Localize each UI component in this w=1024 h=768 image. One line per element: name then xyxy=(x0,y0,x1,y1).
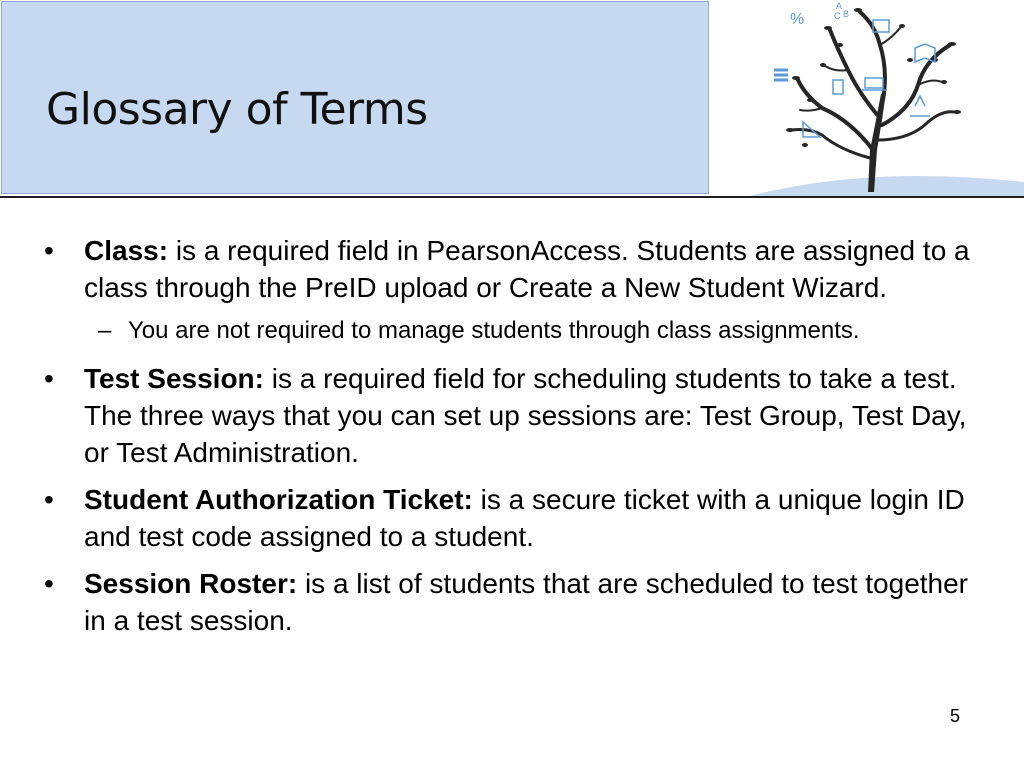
term-definition: is a secure ticket with a unique login ID and test code assigned to a student. xyxy=(84,484,965,552)
bullet-marker: • xyxy=(44,484,54,515)
term-label: Session Roster: xyxy=(84,568,298,599)
sub-bullet-text: You are not required to manage students through class assignments. xyxy=(128,317,860,344)
title-band xyxy=(1,1,709,194)
sub-bullet-class xyxy=(40,314,990,348)
tree-illustration xyxy=(710,0,1024,196)
percent-icon: % xyxy=(790,11,805,28)
term-definition: is a required field for scheduling students to take a test. The three ways that you can set up sessions are: Test Group, Test Day, or Test Administration. xyxy=(84,363,967,468)
bullet-session-roster xyxy=(40,565,990,639)
term-label: Test Session: xyxy=(84,363,264,394)
bullet-marker: • xyxy=(44,363,54,394)
bullet-marker: • xyxy=(44,235,54,266)
term-label: Student Authorization Ticket: xyxy=(84,484,473,515)
stack-icon xyxy=(774,70,788,80)
bullet-marker: • xyxy=(44,568,54,599)
tree-svg xyxy=(710,0,1024,196)
letter-c-icon: C xyxy=(834,11,841,21)
sub-bullet-marker: – xyxy=(98,317,112,344)
bullet-list xyxy=(40,232,990,649)
calculator-icon xyxy=(833,80,843,94)
term-label: Class: xyxy=(84,235,169,266)
slide-title: Glossary of Terms xyxy=(46,84,428,135)
term-definition: is a list of students that are scheduled to test together in a test session. xyxy=(84,568,969,636)
page-number: 5 xyxy=(950,706,961,726)
header-rule xyxy=(0,196,1024,198)
bullet-student-authorization-ticket xyxy=(40,481,990,555)
ground-shape xyxy=(750,176,1024,196)
bullet-class xyxy=(40,232,990,306)
letter-b-icon: B xyxy=(843,9,850,19)
slide-header xyxy=(0,0,1024,197)
letter-a-icon: A xyxy=(836,1,843,11)
bullet-test-session xyxy=(40,360,990,471)
laptop-icon xyxy=(861,78,887,90)
term-definition: is a required field in PearsonAccess. Students are assigned to a class through the PreID upload or Create a New Student Wizard. xyxy=(84,235,970,303)
